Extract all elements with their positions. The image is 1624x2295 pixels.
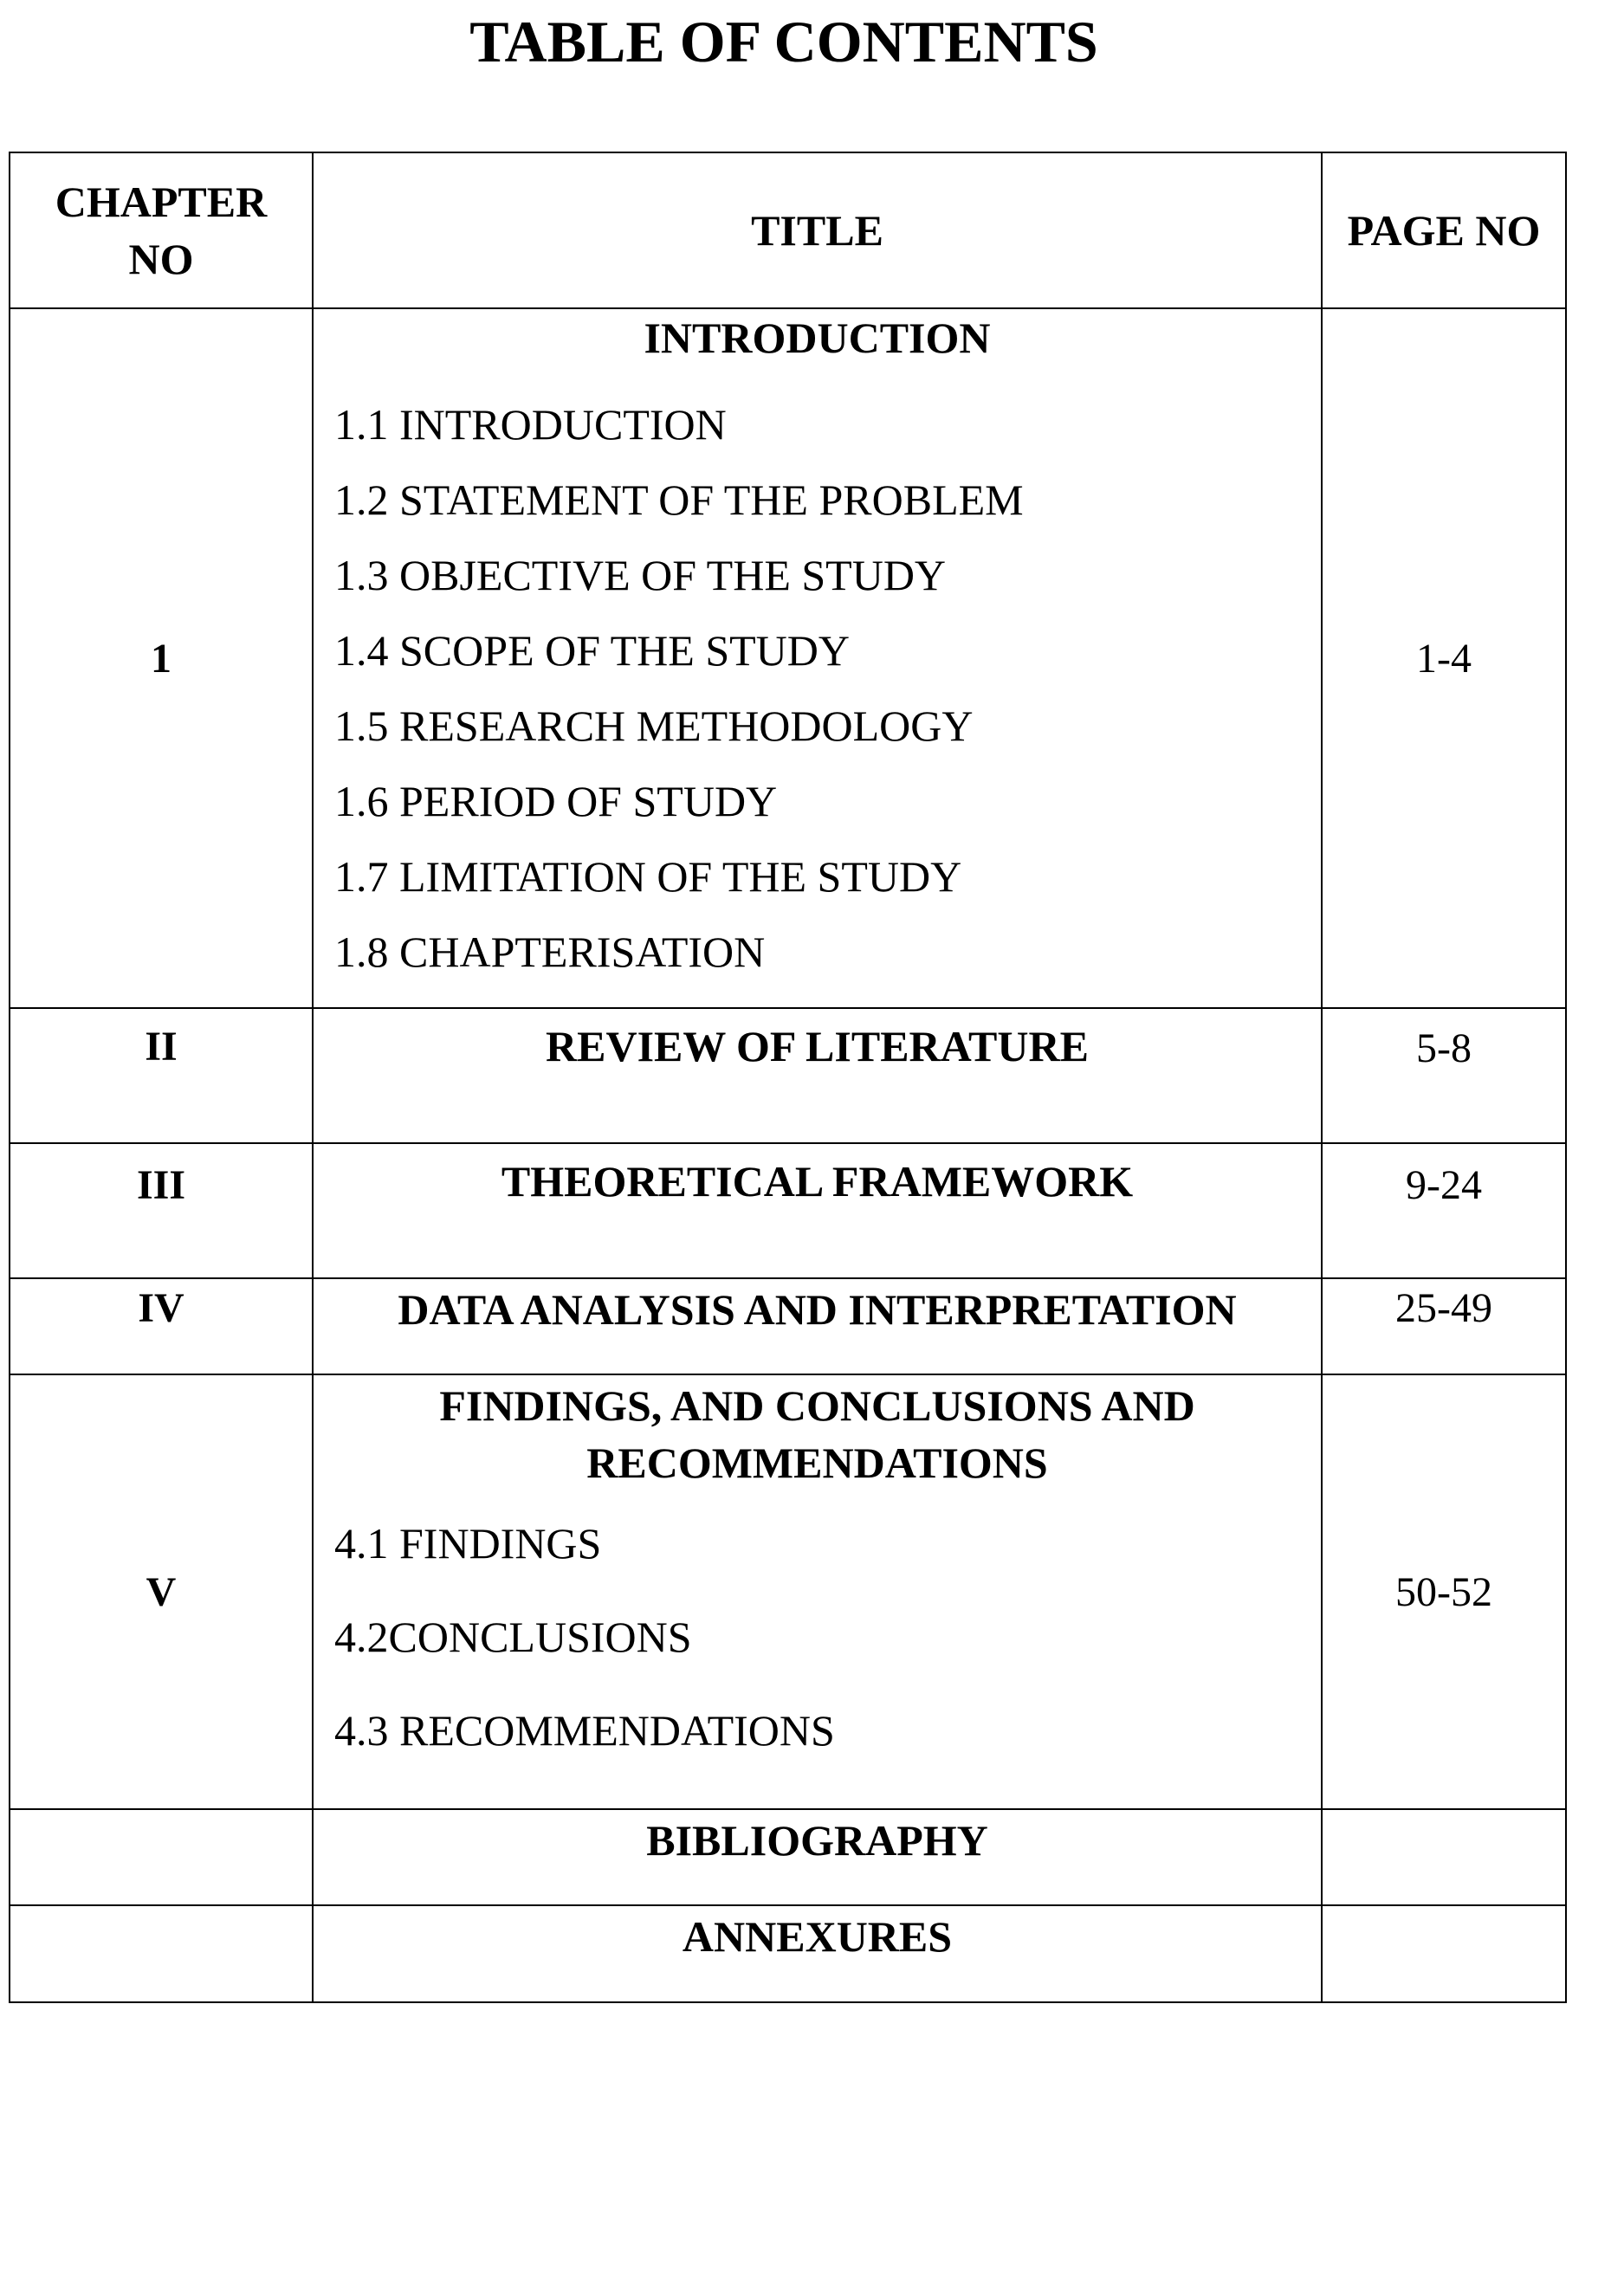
- page-range: 5-8: [1322, 1008, 1566, 1143]
- table-row: [10, 1809, 1566, 1905]
- table-of-contents: [9, 152, 1567, 2003]
- chapter-title: ANNEXURES: [313, 1905, 1322, 2002]
- page-range: 25-49: [1322, 1278, 1566, 1374]
- chapter-number: II: [10, 1008, 313, 1143]
- chapter-title: INTRODUCTION: [644, 314, 991, 362]
- table-row: [10, 1008, 1566, 1143]
- chapter-number: III: [10, 1143, 313, 1278]
- page-range: 50-52: [1322, 1374, 1566, 1809]
- subsection-item: 1.8 CHAPTERISATION: [334, 928, 766, 976]
- subsection-item: 1.5 RESEARCH METHODOLOGY: [334, 701, 974, 750]
- page-title: TABLE OF CONTENTS: [469, 9, 1098, 74]
- subsection-item: 1.6 PERIOD OF STUDY: [334, 777, 778, 825]
- chapter-title: REVIEW OF LITERATURE: [313, 1008, 1322, 1143]
- header-chapter-no: [10, 152, 313, 308]
- chapter-title: THEORETICAL FRAMEWORK: [313, 1143, 1322, 1278]
- header-title: TITLE: [313, 152, 1322, 308]
- chapter-number: [10, 1905, 313, 2002]
- chapter-title: DATA ANALYSIS AND INTERPRETATION: [313, 1278, 1322, 1374]
- table-row: [10, 1278, 1566, 1374]
- page-range: [1322, 1809, 1566, 1905]
- page-range: 1-4: [1322, 308, 1566, 1008]
- subsection-list: [314, 1497, 1321, 1777]
- chapter-title: BIBLIOGRAPHY: [313, 1809, 1322, 1905]
- table-row: [10, 308, 1566, 1008]
- header-chapter-line1: CHAPTER: [55, 178, 268, 226]
- table-row: [10, 1143, 1566, 1278]
- subsection-list: [314, 387, 1321, 990]
- table-row: [10, 1374, 1566, 1809]
- header-row: [10, 152, 1566, 308]
- chapter-number: V: [10, 1374, 313, 1809]
- subsection-item: 1.3 OBJECTIVE OF THE STUDY: [334, 551, 947, 599]
- header-chapter-line2: NO: [128, 235, 194, 283]
- subsection-item: 1.4 SCOPE OF THE STUDY: [334, 626, 850, 675]
- chapter-title-cell: [313, 1374, 1322, 1809]
- subsection-item: 1.7 LIMITATION OF THE STUDY: [334, 852, 962, 901]
- chapter-number: IV: [10, 1278, 313, 1374]
- chapter-title-line2: RECOMMENDATIONS: [586, 1438, 1048, 1487]
- subsection-item: 4.2CONCLUSIONS: [334, 1613, 692, 1661]
- chapter-title-cell: [313, 308, 1322, 1008]
- page-range: 9-24: [1322, 1143, 1566, 1278]
- subsection-item: 4.3 RECOMMENDATIONS: [334, 1706, 835, 1755]
- header-page-no: PAGE NO: [1322, 152, 1566, 308]
- page-range: [1322, 1905, 1566, 2002]
- chapter-title-line1: FINDINGS, AND CONCLUSIONS AND: [439, 1381, 1195, 1430]
- chapter-number: [10, 1809, 313, 1905]
- subsection-item: 1.1 INTRODUCTION: [334, 400, 727, 449]
- table-row: [10, 1905, 1566, 2002]
- chapter-number: 1: [10, 308, 313, 1008]
- subsection-item: 1.2 STATEMENT OF THE PROBLEM: [334, 475, 1024, 524]
- subsection-item: 4.1 FINDINGS: [334, 1519, 602, 1568]
